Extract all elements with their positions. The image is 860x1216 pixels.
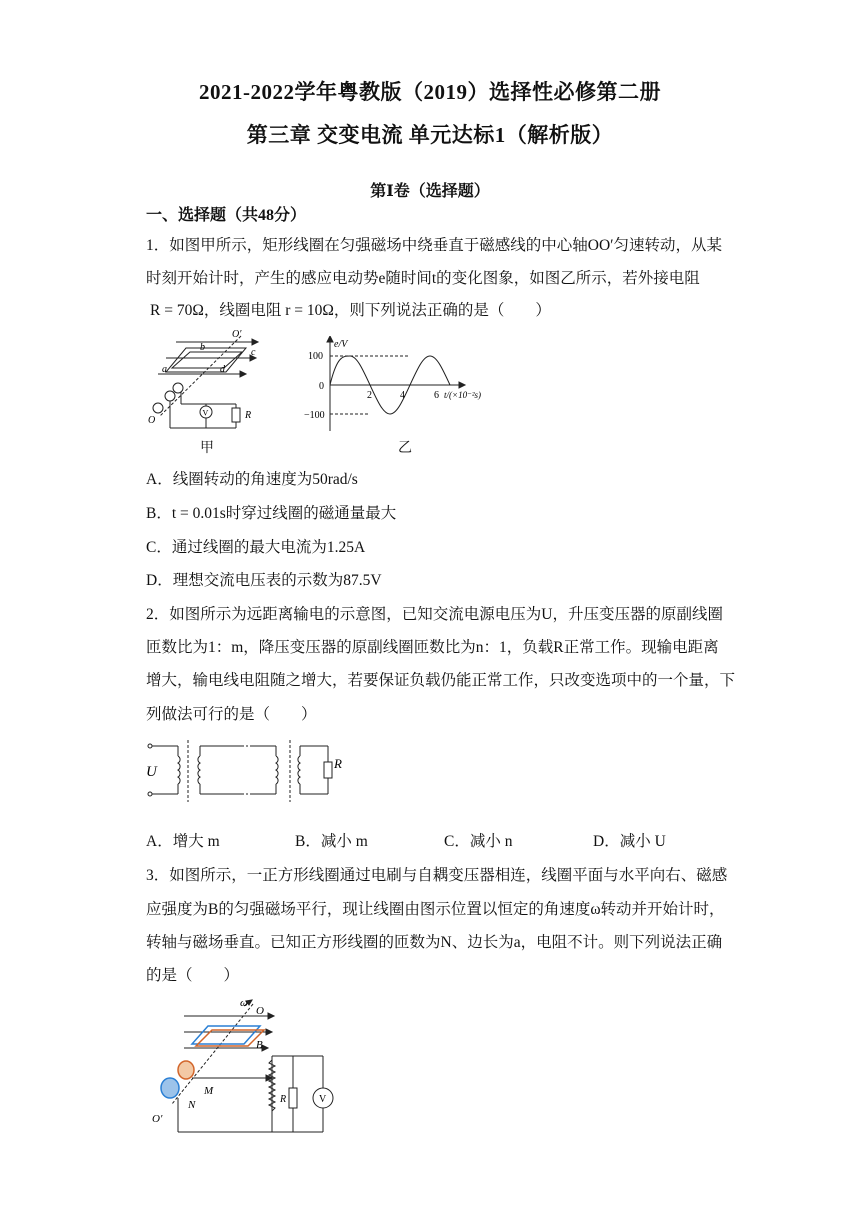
fig-a-label-o-bot: O (148, 415, 156, 426)
fig-b-y-zero: 0 (319, 381, 324, 392)
q1-figure-a-caption: 甲 (200, 441, 214, 456)
fig-b-x4: 4 (400, 390, 405, 401)
q1-option-c: C．通过线圈的最大电流为1.25A (146, 539, 366, 556)
fig-a-label-b: b (200, 342, 205, 353)
q2-line4: 列做法可行的是（ ） (146, 706, 317, 723)
q1-figure-b-chart (300, 336, 510, 436)
q3-label-b: B (256, 1039, 263, 1051)
fig-a-voltmeter-label: V (202, 408, 209, 418)
q3-line2: 应强度为B的匀强磁场平行，现让线圈由图示位置以恒定的角速度ω转动并开始计时， (146, 901, 725, 918)
q1-line2: 时刻开始计时，产生的感应电动势e随时间t的变化图象，如图乙所示，若外接电阻 (146, 270, 700, 287)
q2-line3: 增大，输电线电阻随之增大，若要保证负载仍能正常工作，只改变选项中的一个量，下 (146, 672, 736, 689)
q3-label-omega: ω (240, 997, 248, 1009)
q3-line1: 3．如图所示，一正方形线圈通过电刷与自耦变压器相连，线圈平面与水平向右、磁感 (146, 867, 728, 884)
q2-line2: 匝数比为1：m，降压变压器的原副线圈匝数比为n：1，负载R正常工作。现输电距离 (146, 639, 719, 656)
fig-b-x-axis-label: t/(×10⁻²s) (444, 390, 482, 400)
fig-b-y-axis-label: e/V (334, 339, 348, 350)
q2-transmission-diagram (144, 736, 354, 808)
doc-title-line2: 第三章 交变电流 单元达标1（解析版） (246, 123, 614, 147)
q3-label-n: N (188, 1099, 196, 1111)
q1-line3: R = 70Ω，线圈电阻 r = 10Ω，则下列说法正确的是（ ） (150, 302, 551, 319)
fig-b-x2: 2 (367, 390, 372, 401)
q3-generator-diagram (148, 996, 338, 1136)
q3-label-o2: O′ (152, 1113, 163, 1125)
q1-figure-b-caption: 乙 (398, 441, 412, 456)
q1-option-d: D．理想交流电压表的示数为87.5V (146, 572, 382, 589)
section-heading: 一、选择题（共48分） (146, 207, 307, 224)
q3-label-m: M (204, 1085, 214, 1097)
fig-b-y-top: 100 (308, 351, 323, 362)
q2-label-r: R (334, 756, 342, 771)
fig-a-label-o-top: O′ (232, 329, 242, 340)
q1-option-a: A．线圈转动的角速度为50rad/s (146, 471, 358, 488)
q2-option-c: C．减小 n (444, 833, 513, 850)
q1-line1: 1．如图甲所示，矩形线圈在匀强磁场中绕垂直于磁感线的中心轴OO′匀速转动，从某 (146, 237, 723, 254)
q3-voltmeter-label: V (319, 1094, 327, 1105)
doc-title-line1: 2021-2022学年粤教版（2019）选择性必修第二册 (199, 80, 661, 104)
q2-label-u: U (146, 764, 157, 780)
q1-figure-a (146, 328, 261, 453)
fig-a-label-d: d (220, 364, 225, 375)
q1-option-b: B．t = 0.01s时穿过线圈的磁通量最大 (146, 505, 397, 522)
fig-a-label-a: a (162, 364, 167, 375)
part-heading: 第Ⅰ卷（选择题） (370, 183, 490, 200)
q2-option-d: D．减小 U (593, 833, 666, 850)
q3-label-r: R (280, 1094, 287, 1105)
fig-b-y-bot: −100 (304, 410, 325, 421)
fig-a-label-c: c (251, 347, 256, 358)
q3-line3: 转轴与磁场垂直。已知正方形线圈的匝数为N、边长为a，电阻不计。则下列说法正确 (146, 934, 723, 951)
q2-line1: 2．如图所示为远距离输电的示意图，已知交流电源电压为U，升压变压器的原副线圈 (146, 606, 723, 623)
q2-option-b: B．减小 m (295, 833, 368, 850)
fig-b-x6: 6 (434, 390, 439, 401)
q3-label-o: O (256, 1005, 264, 1017)
q2-option-a: A．增大 m (146, 833, 220, 850)
fig-a-label-r: R (245, 410, 252, 421)
q3-line4: 的是（ ） (146, 967, 240, 984)
